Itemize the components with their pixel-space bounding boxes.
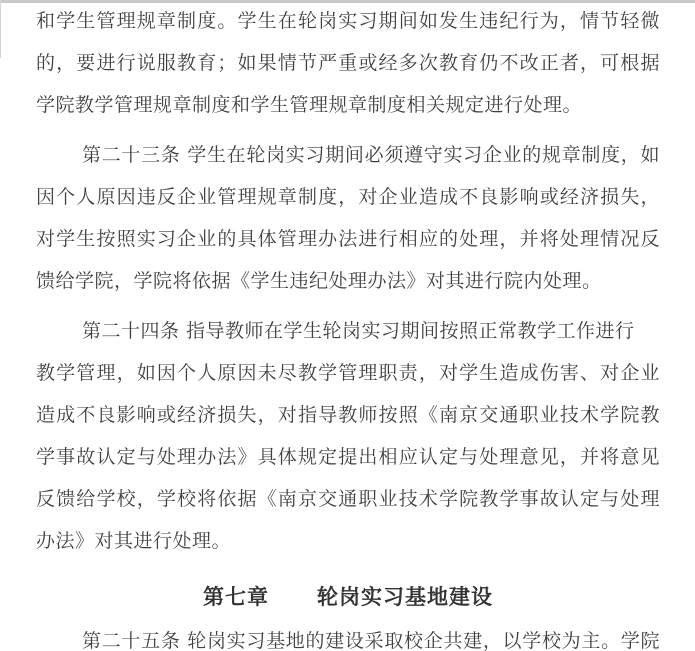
body-line: 教学管理，如因个人原因未尽教学管理职责，对学生造成伤害、对企业 <box>36 362 660 384</box>
body-line: 学事故认定与处理办法》具体规定提出相应认定与处理意见，并将意见 <box>36 446 660 468</box>
body-line: 办法》对其进行处理。 <box>36 530 232 552</box>
page-top-edge <box>0 0 695 3</box>
body-line: 因个人原因违反企业管理规章制度，对企业造成不良影响或经济损失， <box>36 186 660 208</box>
body-line: 第二十三条 学生在轮岗实习期间必须遵守实习企业的规章制度，如 <box>82 144 660 166</box>
body-line: 馈给学院，学院将依据《学生违纪处理办法》对其进行院内处理。 <box>36 270 602 292</box>
body-line: 造成不良影响或经济损失，对指导教师按照《南京交通职业技术学院教 <box>36 404 660 426</box>
body-line: 第二十五条 轮岗实习基地的建设采取校企共建，以学校为主。学院 <box>82 630 660 651</box>
body-line: 第二十四条 指导教师在学生轮岗实习期间按照正常教学工作进行 <box>82 320 635 342</box>
body-line: 对学生按照实习企业的具体管理办法进行相应的处理，并将处理情况反 <box>36 228 660 250</box>
body-line: 的，要进行说服教育；如果情节严重或经多次教育仍不改正者，可根据 <box>36 52 660 74</box>
chapter-number: 第七章 <box>203 585 269 609</box>
body-line: 反馈给学校，学校将依据《南京交通职业技术学院教学事故认定与处理 <box>36 488 660 510</box>
page-left-edge <box>0 0 1 58</box>
chapter-heading <box>36 581 660 611</box>
body-line: 和学生管理规章制度。学生在轮岗实习期间如发生违纪行为，情节轻微 <box>36 10 660 32</box>
body-line: 学院教学管理规章制度和学生管理规章制度相关规定进行处理。 <box>36 94 583 116</box>
chapter-title: 轮岗实习基地建设 <box>317 585 493 609</box>
